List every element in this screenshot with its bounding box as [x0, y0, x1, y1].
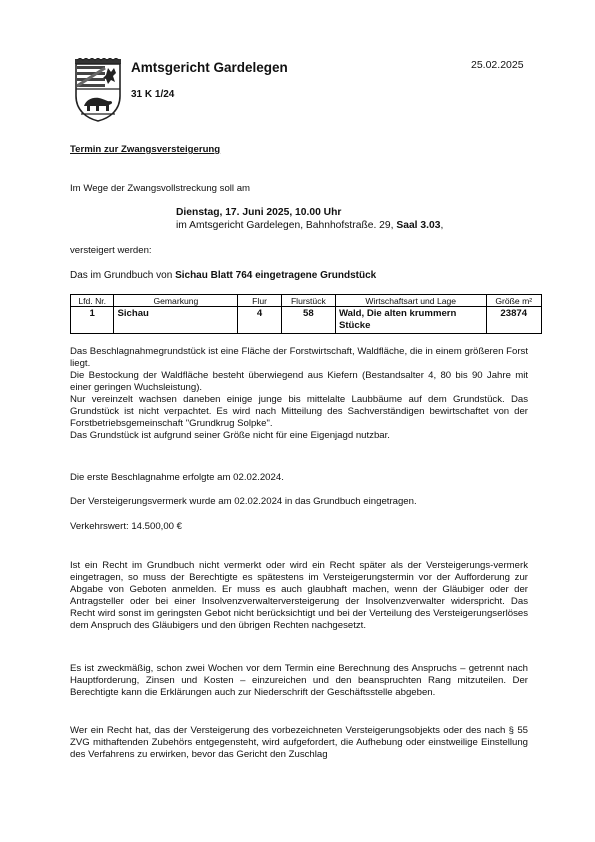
appointment-location [176, 220, 443, 233]
cell-flurstueck: 58 [281, 307, 335, 334]
description-paragraph: Das Grundstück ist aufgrund seiner Größe nicht für eine Eigenjagd nutzbar. [70, 430, 390, 441]
advice-paragraph: Es ist zweckmäßig, schon zwei Wochen vor dem Termin eine Berechnung des Anspruchs – getrennt nach Hauptforderung, Zinsen und Kosten – einzureichen und den beanspruchten Rang mitzuteilen. Der Berechtigte kann die Erklärungen auch zur Niederschrift der Geschäftsstelle abgeben. [70, 663, 528, 698]
column-header: Größe m² [486, 295, 542, 307]
registration-text: Der Versteigerungsvermerk wurde am 02.02.2024 in das Grundbuch eingetragen. [70, 496, 417, 507]
court-name: Amtsgericht Gardelegen [131, 60, 288, 75]
appointment-suffix: , [440, 219, 444, 231]
table-header-row [71, 295, 542, 307]
description-paragraph: Das Beschlagnahmegrundstück ist eine Fläche der Forstwirtschaft, Waldfläche, die in einem größeren Forst liegt. [70, 346, 528, 369]
cell-number: 1 [71, 307, 114, 334]
appointment-block [176, 207, 443, 232]
opposition-paragraph: Wer ein Recht hat, das der Versteigerung des vorbezeichneten Versteigerungsobjekts oder des nach § 55 ZVG mithaftenden Zubehörs entgegensteht, wird aufgefordert, die Aufhebung oder einstweilige Einstellung des Verfahrens zu erwirken, bevor das Gericht den Zuschlag [70, 725, 528, 760]
land-register-line [70, 270, 528, 282]
appointment-room: Saal 3.03 [396, 219, 441, 231]
appointment-address: im Amtsgericht Gardelegen, Bahnhofstraße. 29, [176, 219, 397, 231]
document-date: 25.02.2025 [471, 59, 524, 71]
document-title: Termin zur Zwangsversteigerung [70, 144, 221, 155]
seizure-text: Die erste Beschlagnahme erfolgte am 02.02.2024. [70, 472, 284, 483]
cell-groesse: 23874 [486, 307, 542, 334]
cell-gemarkung: Sichau [114, 307, 238, 334]
description-paragraph: Nur vereinzelt wachsen daneben einige junge bis mittelalte Laubbäume auf dem Grundstück. Das Grundstück ist nicht verpachtet. Es wird nach Mitteilung des Sachverständigen bewirtschaftet von der Forstbetriebsgemeinschaft "Grundkrug Solpke". [70, 394, 528, 429]
rights-paragraph: Ist ein Recht im Grundbuch nicht vermerkt oder wird ein Recht später als der Versteigerungs-vermerk eingetragen, so muss der Berechtigte es spätestens im Versteigerungstermin vor der Aufforderung zur Abgabe von Geboten anmelden. Er muss es auch glaubhaft machen, wenn der Gläubiger oder der Antragsteller oder bei einer Insolvenzverwalterversteigerung der Insolvenzverwalter widerspricht. Das Recht wird sonst im geringsten Gebot nicht berücksichtigt und bei der Verteilung des Versteigerungserlöses dem Anspruch des Gläubigers und den übrigen Rechten nachgesetzt. [70, 560, 528, 631]
intro-text: Im Wege der Zwangsvollstreckung soll am [70, 183, 251, 194]
cell-flur: 4 [238, 307, 281, 334]
land-register-prefix: Das im Grundbuch von [70, 270, 176, 281]
case-reference: 31 K 1/24 [131, 89, 175, 100]
sold-text: versteigert werden: [70, 245, 152, 256]
column-header: Flur [238, 295, 281, 307]
property-description [70, 346, 528, 442]
column-header: Gemarkung [114, 295, 238, 307]
land-register-entry: Sichau Blatt 764 eingetragene Grundstück [175, 270, 377, 281]
property-table [70, 294, 542, 334]
description-paragraph: Die Bestockung der Waldfläche besteht überwiegend aus Kiefern (Bestandsalter 4, 80 bis 90 Jahre mit einer geringen Wuchsleistung). [70, 370, 528, 393]
column-header: Lfd. Nr. [71, 295, 114, 307]
table-row [71, 307, 542, 334]
saxony-anhalt-coat-of-arms-icon [72, 58, 124, 122]
column-header: Wirtschaftsart und Lage [335, 295, 486, 307]
cell-wirtschaftsart: Wald, Die alten krummern Stücke [335, 307, 486, 334]
column-header: Flurstück [281, 295, 335, 307]
market-value: Verkehrswert: 14.500,00 € [70, 521, 182, 532]
appointment-date: Dienstag, 17. Juni 2025, 10.00 Uhr [176, 207, 342, 218]
